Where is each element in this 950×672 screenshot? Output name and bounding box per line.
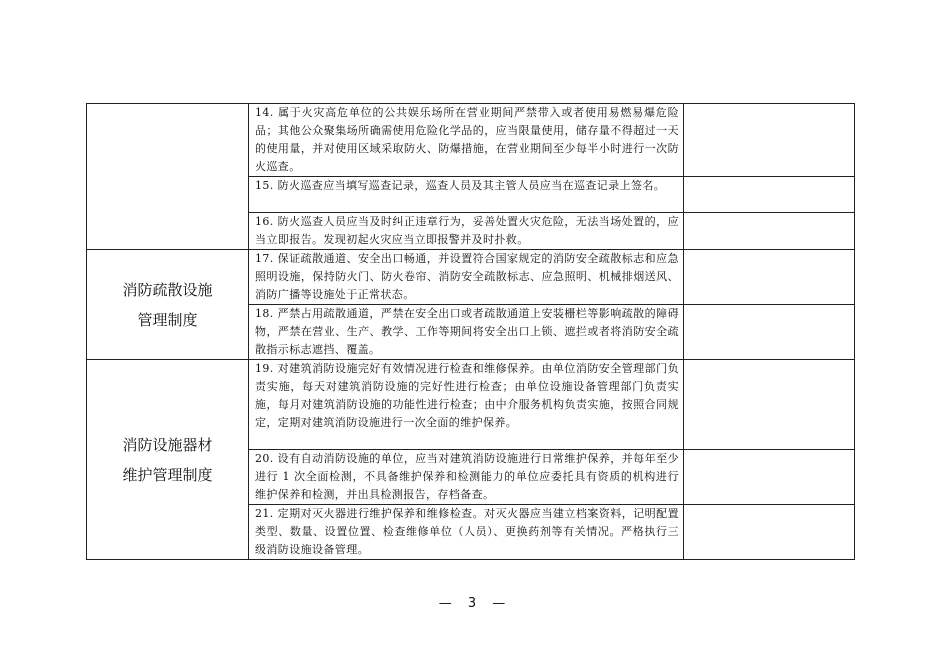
rule-17-text: 17. 保证疏散通道、安全出口畅通，并设置符合国家规定的消防安全疏散标志和应急照明设施，保持防火门、防火卷帘、消防安全疏散标志、应急照明、机械排烟送风、消防广播等设施处于正常状态。: [255, 252, 679, 301]
table-row: [87, 360, 855, 450]
rule-17-cell: [249, 250, 684, 305]
table-row: [87, 104, 855, 177]
blank-cell: [684, 250, 855, 305]
category-cell-continued: [87, 104, 249, 250]
category-evacuation-line1: 消防疏散设施: [122, 280, 213, 299]
category-equipment-cell: [87, 360, 249, 560]
rule-14-text: 14. 属于火灾高危单位的公共娱乐场所在营业期间严禁带入或者使用易燃易爆危险品；其他公众聚集场所确需使用危险化学品的，应当限量使用，储存量不得超过一天的使用量，并对使用区域采取防火、防爆措施，在营业期间至少每半小时进行一次防火巡查。: [255, 106, 679, 173]
blank-cell: [684, 450, 855, 505]
rule-16-text: 16. 防火巡查人员应当及时纠正违章行为，妥善处置火灾危险，无法当场处置的，应当立即报告。发现初起火灾应当立即报警并及时扑救。: [255, 215, 679, 246]
blank-cell: [684, 177, 855, 213]
blank-cell: [684, 305, 855, 360]
rule-18-text: 18. 严禁占用疏散通道，严禁在安全出口或者疏散通道上安装栅栏等影响疏散的障碍物，严禁在营业、生产、教学、工作等期间将安全出口上锁、遮拦或者将消防安全疏散指示标志遮挡、覆盖。: [255, 307, 679, 356]
blank-cell: [684, 505, 855, 560]
rule-15-cell: [249, 177, 684, 213]
category-evacuation-cell: [87, 250, 249, 360]
rule-16-cell: [249, 213, 684, 250]
category-equipment-line2: 维护管理制度: [122, 465, 213, 484]
page-number: — 3 —: [438, 596, 512, 611]
category-equipment-line1: 消防设施器材: [122, 435, 213, 454]
category-evacuation-line2: 管理制度: [137, 310, 198, 329]
rule-21-text: 21. 定期对灭火器进行维护保养和维修检查。对灭火器应当建立档案资料，记明配置类型、数量、设置位置、检查维修单位（人员）、更换药剂等有关情况。严格执行三级消防设施设备管理。: [255, 507, 679, 556]
blank-cell: [684, 104, 855, 177]
rule-19-text: 19. 对建筑消防设施完好有效情况进行检查和维修保养。由单位消防安全管理部门负责实施，每天对建筑消防设施的完好性进行检查；由单位设施设备管理部门负责实施，每月对建筑消防设施的功能性进行检查；由中介服务机构负责实施，按照合同规定，定期对建筑消防设施进行一次全面的维护保养。: [255, 362, 679, 429]
rule-20-text: 20. 设有自动消防设施的单位，应当对建筑消防设施进行日常维护保养，并每年至少进行 1 次全面检测，不具备维护保养和检测能力的单位应委托具有资质的机构进行维护保养和检测，并出具检测报告，存档备查。: [255, 452, 679, 501]
rule-21-cell: [249, 505, 684, 560]
regulation-table: [86, 103, 855, 560]
rule-18-cell: [249, 305, 684, 360]
blank-cell: [684, 360, 855, 450]
rule-14-cell: [249, 104, 684, 177]
rule-19-cell: [249, 360, 684, 450]
table-row: [87, 250, 855, 305]
rule-15-text: 15. 防火巡查应当填写巡查记录，巡查人员及其主管人员应当在巡查记录上签名。: [255, 179, 666, 192]
rule-20-cell: [249, 450, 684, 505]
blank-cell: [684, 213, 855, 250]
